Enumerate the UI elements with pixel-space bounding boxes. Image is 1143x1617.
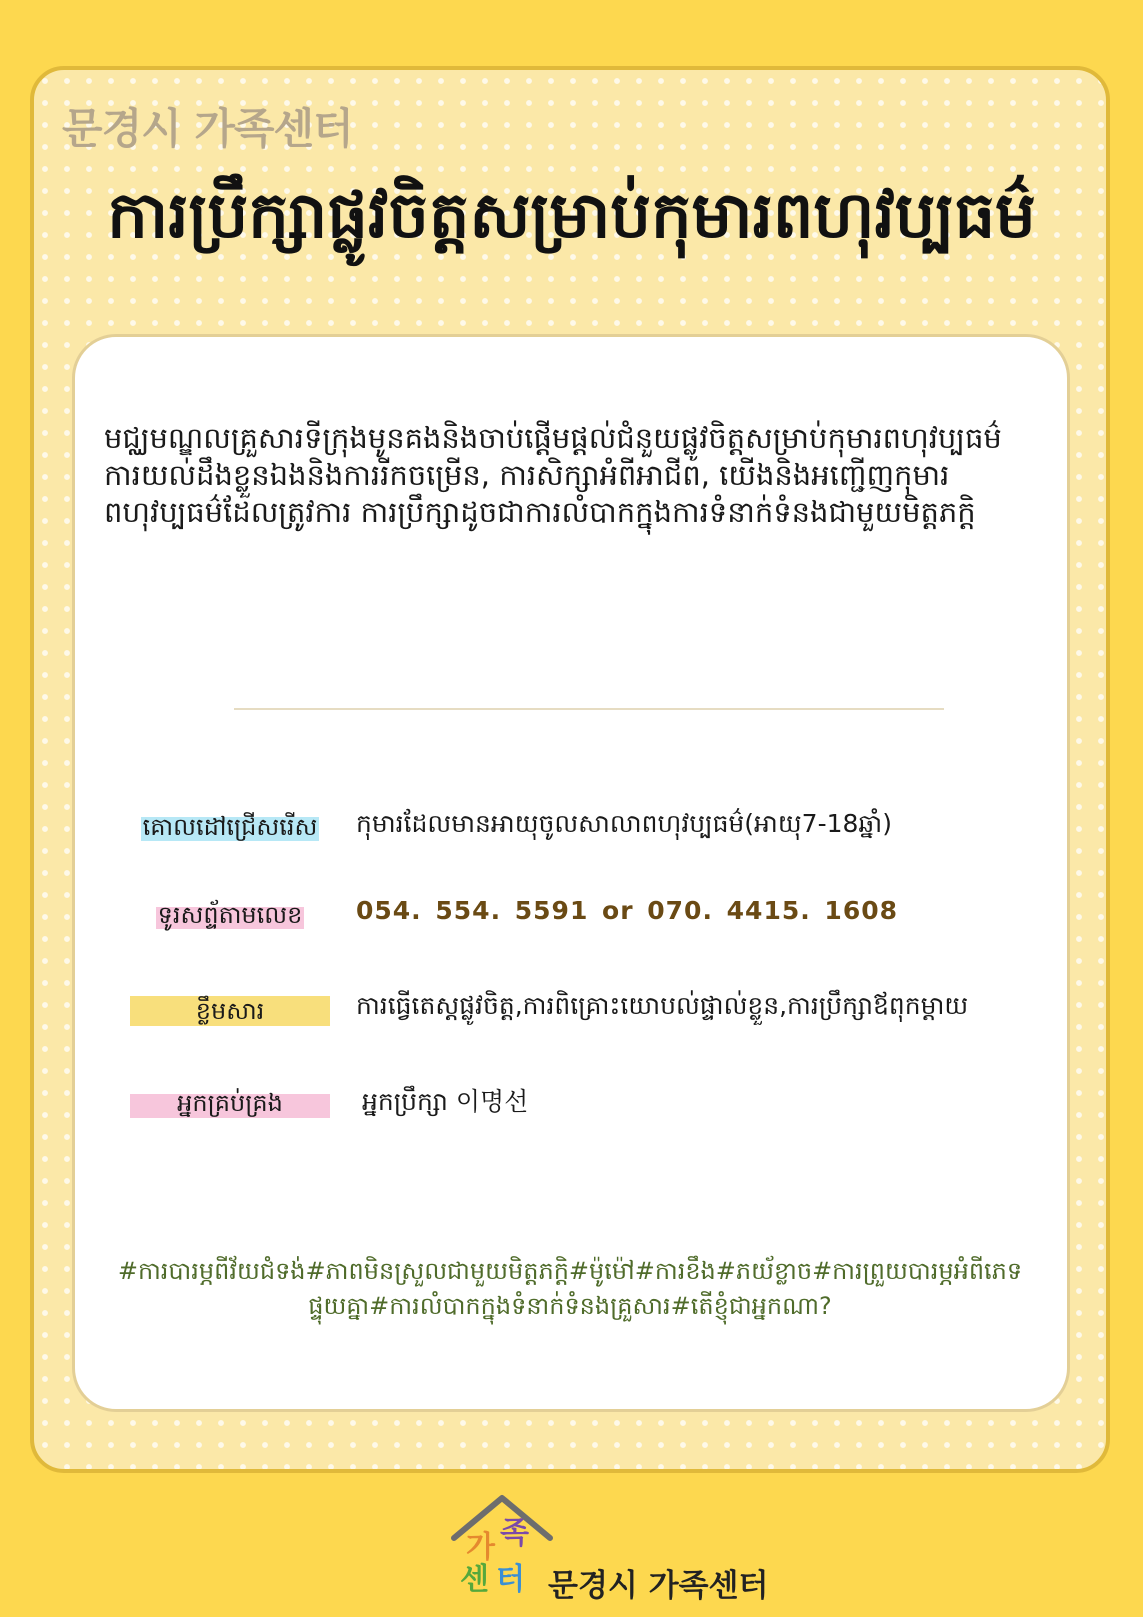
logo-char-jok: 족: [500, 1516, 529, 1551]
logo-char-ga: 가: [466, 1530, 495, 1565]
intro-line-3: ពហុវប្បធម៌ដែលត្រូវការ ការប្រឹក្សាដូចជាការលំបាកក្នុងការទំនាក់ទំនងជាមួយមិត្តភក្តិ: [104, 495, 976, 529]
org-name: 문경시 가족센터: [62, 104, 353, 153]
content-label: [130, 996, 330, 1026]
content-label-text: ខ្លឹមសារ: [130, 996, 330, 1026]
intro-line-2: ការយល់ដឹងខ្លួនឯងនិងការរីកចម្រើន, ការសិក្សាអំពីអាជីព, យើងនិងអញ្ជើញកុមារ: [104, 458, 950, 492]
divider: [234, 708, 944, 710]
intro-text: [104, 420, 1064, 531]
intro-line-1: មជ្ឈមណ្ឌលគ្រួសារទីក្រុងមូនគងនិងចាប់ផ្តើមផ្តល់ជំនួយផ្លូវចិត្តសម្រាប់កុមារពហុវប្បធម៌: [104, 421, 1002, 455]
page-title: ការប្រឹក្សាផ្លូវចិត្តសម្រាប់កុមារពហុវប្បធម៌: [107, 179, 1036, 253]
target-label: [130, 812, 330, 842]
manager-label-text: អ្នកគ្រប់គ្រង: [130, 1088, 330, 1118]
target-label-text: គោលដៅជ្រើសរើស: [142, 813, 318, 841]
logo-text: 문경시 가족센터: [548, 1568, 769, 1604]
content-value: ការធ្វើតេស្តផ្លូវចិត្ត,ការពិគ្រោះយោបល់ផ្ទាល់ខ្លួន,ការប្រឹក្សាឪពុកម្តាយ: [356, 991, 969, 1020]
logo-char-sen: 센: [460, 1562, 489, 1597]
phone-label-text: ទូរសព្ទ័តាមលេខ: [157, 901, 303, 929]
target-value: កុមារដែលមានអាយុចូលសាលាពហុវប្បធម៌(អាយុ7-18ឆ្នាំ): [356, 809, 892, 838]
phone-number[interactable]: 054. 554. 5591 or 070. 4415. 1608: [356, 896, 899, 925]
family-center-logo: [446, 1488, 786, 1608]
manager-label: [130, 1088, 330, 1118]
manager-value: អ្នកប្រឹក្សា 이명선: [362, 1087, 529, 1116]
phone-label: [130, 900, 330, 930]
hashtags: #ការបារម្ភពីវ័យជំទង់#ភាពមិនស្រួលជាមួយមិត្តភក្តិ#ម៉ូម៉ៅ#ការខឹង#ភយ័ខ្លាច#ការព្រួយបារម្ភអំពីភេទផ្ទុយគ្នា#ការលំបាកក្នុងទំនាក់ទំនងគ្រួសារ#តើខ្ញុំជាអ្នកណា?: [117, 1257, 1023, 1320]
logo-char-teo: 터: [496, 1562, 525, 1597]
